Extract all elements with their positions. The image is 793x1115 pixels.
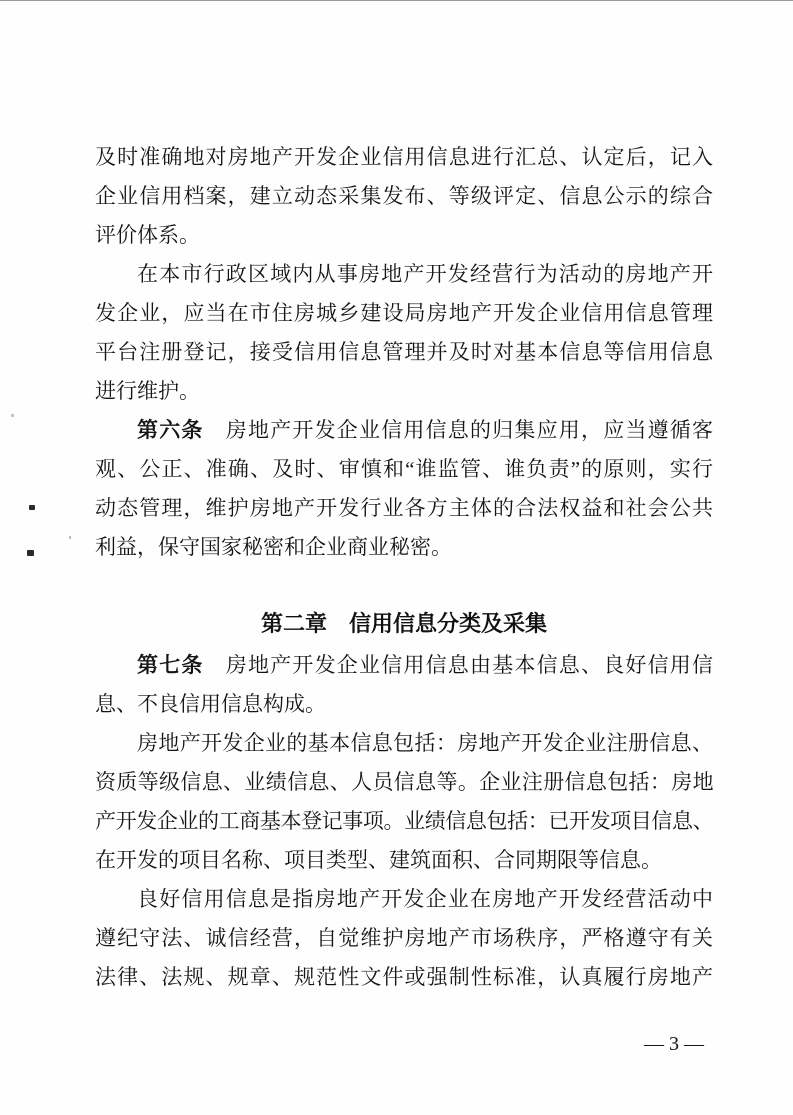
scan-speck <box>27 550 34 556</box>
text-line: 在开发的项目名称、项目类型、建筑面积、合同期限等信息。 <box>95 848 662 872</box>
chapter-heading: 第二章 信用信息分类及采集 <box>260 611 547 636</box>
text-line: 遵纪守法、诚信经营，自觉维护房地产市场秩序，严格遵守有关 <box>95 926 713 950</box>
page-number: — 3 — <box>644 1033 704 1055</box>
text-line: 观、公正、准确、及时、审慎和“谁监管、谁负责”的原则，实行 <box>95 457 713 481</box>
text-segment: 房地产开发企业信用信息的归集应用，应当遵循客 <box>203 418 714 442</box>
text-line: 企业信用档案，建立动态采集发布、等级评定、信息公示的综合 <box>95 184 713 208</box>
text-line: 动态管理，维护房地产开发行业各方主体的合法权益和社会公共 <box>95 496 713 520</box>
article-term: 第六条 <box>137 419 204 442</box>
text-line: 房地产开发企业的基本信息包括：房地产开发企业注册信息、 <box>137 731 713 755</box>
text-line: 良好信用信息是指房地产开发企业在房地产开发经营活动中 <box>137 887 713 911</box>
text-line <box>95 646 713 685</box>
text-line: 在本市行政区域内从事房地产开发经营行为活动的房地产开 <box>137 262 713 286</box>
scan-edge-line <box>0 0 793 1</box>
article-term: 第七条 <box>137 654 204 677</box>
scan-speck <box>11 414 14 417</box>
text-line <box>95 411 713 450</box>
paragraph <box>95 880 713 997</box>
scan-speck <box>29 505 35 510</box>
text-line: 利益，保守国家秘密和企业商业秘密。 <box>95 535 452 559</box>
text-line: 法律、法规、规章、规范性文件或强制性标准，认真履行房地产 <box>95 965 713 989</box>
text-segment: 房地产开发企业信用信息由基本信息、良好信用信 <box>203 653 714 677</box>
text-line: 资质等级信息、业绩信息、人员信息等。企业注册信息包括：房地 <box>95 770 713 794</box>
paragraph <box>95 724 713 880</box>
paragraph <box>95 255 713 411</box>
paragraph-article-6 <box>95 411 713 567</box>
text-line: 进行维护。 <box>95 379 200 403</box>
text-line: 产开发企业的工商基本登记事项。业绩信息包括：已开发项目信息、 <box>95 809 713 833</box>
text-line: 评价体系。 <box>95 223 200 247</box>
body-text <box>95 138 713 997</box>
text-line: 及时准确地对房地产开发企业信用信息进行汇总、认定后，记入 <box>95 145 713 169</box>
paragraph-article-7 <box>95 646 713 724</box>
text-line: 息、不良信用信息构成。 <box>95 692 326 716</box>
scan-speck <box>69 536 71 539</box>
text-line: 发企业，应当在市住房城乡建设局房地产开发企业信用信息管理 <box>95 301 713 325</box>
paragraph <box>95 138 713 255</box>
text-line: 平台注册登记，接受信用信息管理并及时对基本信息等信用信息 <box>95 340 713 364</box>
